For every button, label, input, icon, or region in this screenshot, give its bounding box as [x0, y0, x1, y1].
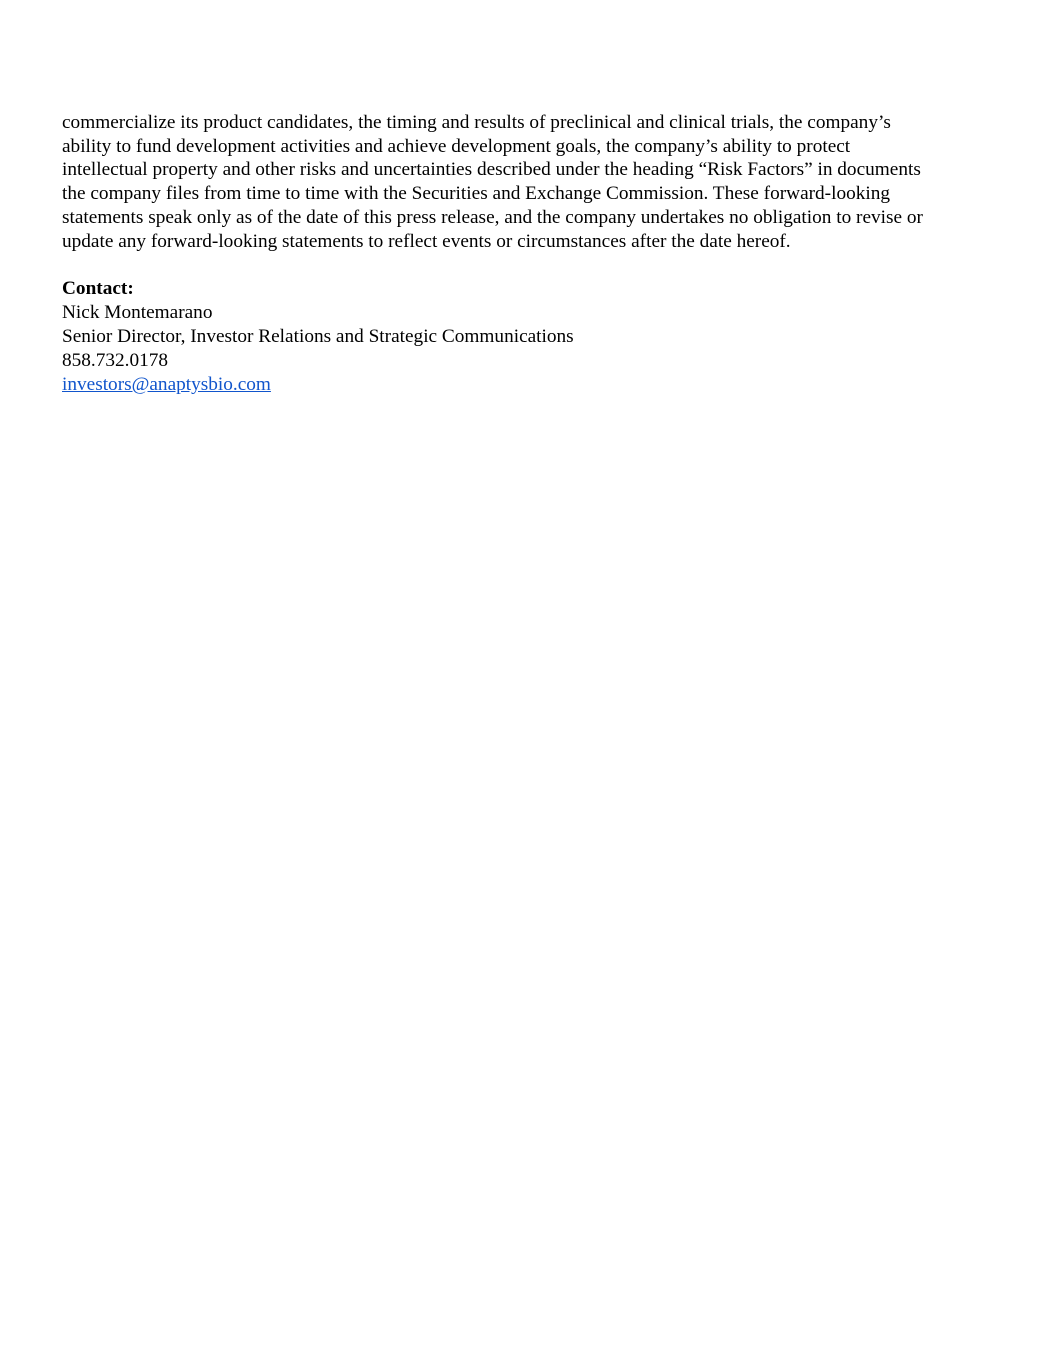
paragraph-line: ability to fund development activities and achieve development goals, the company’s ability to protect [62, 135, 851, 157]
paragraph-line: update any forward-looking statements to reflect events or circumstances after the date hereof. [62, 230, 791, 252]
paragraph-line: statements speak only as of the date of this press release, and the company undertakes no obligation to revise or [62, 206, 923, 228]
paragraph-line: intellectual property and other risks and uncertainties described under the heading “Risk Factors” in documents [62, 159, 921, 181]
contact-block [62, 277, 1002, 397]
contact-title: Senior Director, Investor Relations and Strategic Communications [62, 326, 574, 348]
document-page [62, 111, 1002, 397]
paragraph-line: commercialize its product candidates, the timing and results of preclinical and clinical trials, the company’s [62, 112, 891, 133]
paragraph-line: the company files from time to time with the Securities and Exchange Commission. These forward-looking [62, 183, 891, 205]
contact-heading: Contact: [62, 278, 134, 300]
contact-phone: 858.732.0178 [62, 349, 169, 371]
forward-looking-statements-paragraph [62, 111, 1002, 253]
contact-email-link[interactable]: investors@anaptysbio.com [62, 373, 271, 395]
contact-name: Nick Montemarano [62, 302, 213, 324]
